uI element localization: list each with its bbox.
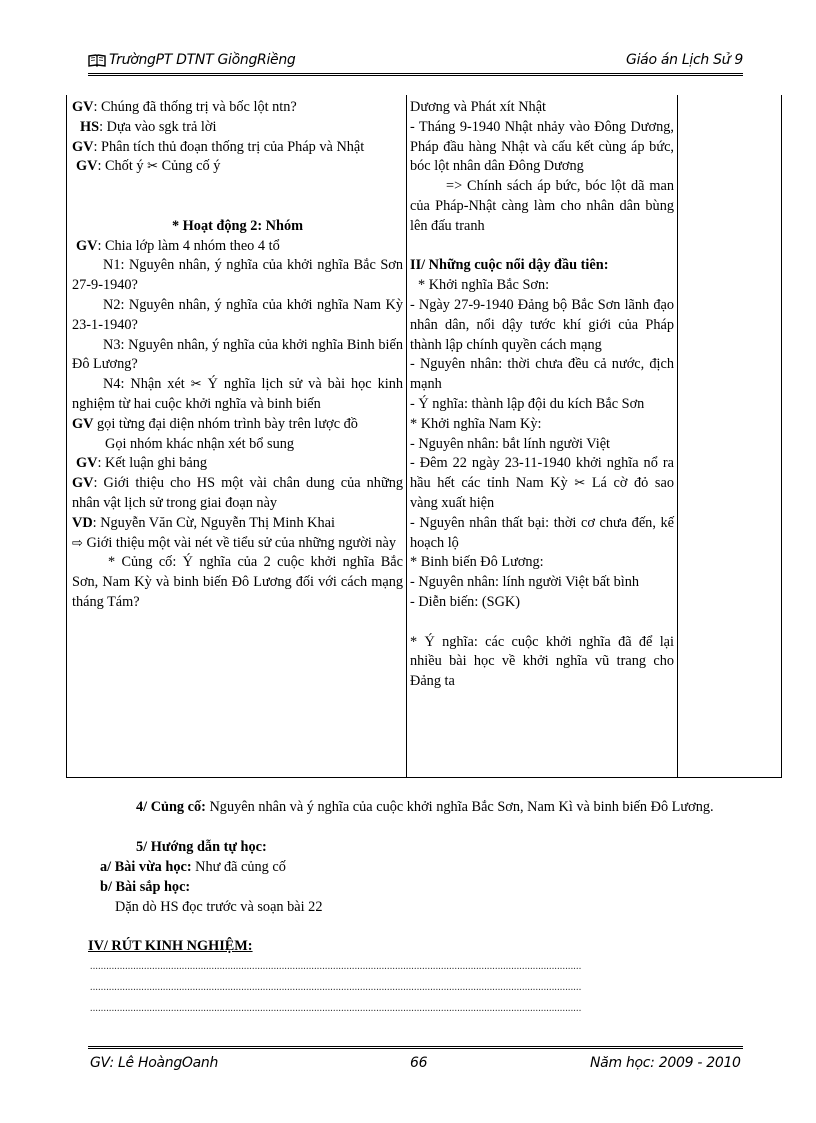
list-item: - Ý nghĩa: thành lập đội du kích Bắc Sơn [410, 395, 645, 412]
list-item: - Tháng 9-1940 Nhật nhảy vào Đông Dương, Pháp đầu hàng Nhật và cấu kết cùng áp bức, bóc lột nhân dân Đông Dương [410, 118, 674, 175]
book-icon [88, 54, 106, 67]
section-heading: II/ Những cuộc nổi dậy đầu tiên: [410, 257, 609, 274]
list-item: GV: Kết luận ghi bảng [76, 455, 208, 472]
arrow-right-icon: ⇨ [72, 535, 83, 551]
list-item: Gọi nhóm khác nhận xét bổ sung [105, 435, 295, 452]
list-item: - Nguyên nhân thất bại: thời cơ chưa đến, kế hoạch lộ [410, 514, 674, 551]
list-item: - Nguyên nhân: bắt lính người Việt [410, 435, 611, 452]
list-item: GV: Chốt ý ✂ Củng cố ý [76, 158, 221, 175]
list-item: GV gọi từng đại diện nhóm trình bày trên lược đồ [72, 415, 358, 432]
list-item: => Chính sách áp bức, bóc lột dã man của Pháp-Nhật càng làm cho nhân dân bùng lên đấu tranh [410, 178, 674, 234]
list-item: GV: Chúng đã thống trị và bốc lột ntn? [72, 99, 297, 115]
list-item: GV: Chia lớp làm 4 nhóm theo 4 tổ [76, 237, 280, 254]
selfstudy-a-text: Như đã củng cố [191, 859, 286, 875]
selfstudy-b-label: b/ Bài sắp học: [100, 879, 191, 895]
list-item: - Nguyên nhân: thời chưa đều cả nước, địch mạnh [410, 356, 674, 393]
school-name [88, 52, 296, 68]
list-item: Dương và Phát xít Nhật [410, 99, 547, 115]
consolidate-text: Nguyên nhân và ý nghĩa của cuộc khởi nghĩa Bắc Sơn, Nam Kì và binh biến Đô Lương. [205, 799, 714, 815]
list-item: - Ngày 27-9-1940 Đảng bộ Bắc Sơn lãnh đạo nhân dân, nổi dậy tước khí giới của Pháp thành lập chính quyền cách mạng [410, 296, 674, 353]
list-item: HS: Dựa vào sgk trả lời [80, 118, 217, 135]
page-number: 66 [410, 1055, 428, 1071]
dotted-line-3: ...................................................................................................................................................................................... [90, 1003, 582, 1014]
list-item: N4: Nhận xét ✂ Ý nghĩa lịch sử và bài học kinh nghiệm từ hai cuộc khởi nghĩa và binh biến [72, 376, 404, 412]
teacher-activity-column [72, 98, 403, 613]
list-item: - Diễn biến: (SGK) [410, 593, 520, 610]
footer-rule [88, 1046, 743, 1049]
selfstudy-title: 5/ Hướng dẫn tự học: [136, 839, 267, 855]
content-column [410, 98, 674, 692]
consolidate-label: 4/ Củng cố: [136, 799, 206, 815]
list-item: N2: Nguyên nhân, ý nghĩa của khởi nghĩa Nam Kỳ 23-1-1940? [72, 296, 403, 333]
header-left-text: TrườngPT DTNT GiồngRiềng [109, 52, 296, 68]
footer-teacher: GV: Lê HoàngOanh [90, 1055, 219, 1071]
activity-title: * Hoạt động 2: Nhóm [171, 217, 304, 234]
dotted-line-2: ...................................................................................................................................................................................... [90, 982, 582, 993]
column-divider-1 [406, 95, 407, 777]
column-divider-2 [677, 95, 678, 777]
experience-title: IV/ RÚT KINH NGHIỆM: [88, 938, 253, 954]
list-item: N3: Nguyên nhân, ý nghĩa của khởi nghĩa Binh biến Đô Lương? [72, 336, 403, 373]
list-item: * Binh biến Đô Lương: [410, 554, 544, 571]
list-item: GV: Giới thiệu cho HS một vài chân dung của những nhân vật lịch sử trong giai đoạn này [72, 475, 403, 511]
list-item: * Khởi nghĩa Bắc Sơn: [418, 277, 550, 294]
selfstudy-a-label: a/ Bài vừa học: [100, 859, 192, 875]
scissors-icon: ✂ [147, 159, 159, 175]
selfstudy-b-text: Dặn dò HS đọc trước và soạn bài 22 [115, 899, 323, 915]
scissors-icon: ✂ [190, 377, 202, 393]
list-item: * Ý nghĩa: các cuộc khởi nghĩa đã để lại nhiều bài học về khởi nghĩa vũ trang cho Đảng ta [410, 633, 674, 690]
list-item: - Đêm 22 ngày 23-11-1940 khởi nghĩa nổ ra hầu hết các tỉnh Nam Kỳ ✂ Lá cờ đỏ sao vàng xuất hiện [410, 455, 674, 511]
consolidate-section [88, 797, 768, 817]
list-item: * Khởi nghĩa Nam Kỳ: [410, 415, 542, 432]
list-item: - Nguyên nhân: lính người Việt bất bình [410, 574, 640, 591]
header-rule [88, 73, 743, 76]
header-right-text: Giáo án Lịch Sử 9 [626, 52, 743, 68]
dotted-line-1: ...................................................................................................................................................................................... [90, 961, 582, 972]
list-item: GV: Phân tích thủ đoạn thống trị của Pháp và Nhật [72, 138, 365, 155]
list-item: VD: Nguyễn Văn Cừ, Nguyễn Thị Minh Khai [72, 514, 335, 531]
scissors-icon: ✂ [574, 476, 586, 492]
list-item: ⇨ Giới thiệu một vài nét về tiểu sử của những người này [72, 534, 397, 551]
list-item: N1: Nguyên nhân, ý nghĩa của khởi nghĩa Bắc Sơn 27-9-1940? [72, 257, 403, 294]
page-header [88, 52, 743, 74]
list-item: * Củng cố: Ý nghĩa của 2 cuộc khởi nghĩa Bắc Sơn, Nam Kỳ và binh biến Đô Lương đối với cách mạng tháng Tám? [72, 554, 403, 610]
footer-year: Năm học: 2009 - 2010 [590, 1055, 741, 1071]
lesson-table [66, 95, 782, 778]
selfstudy-section [88, 837, 768, 917]
